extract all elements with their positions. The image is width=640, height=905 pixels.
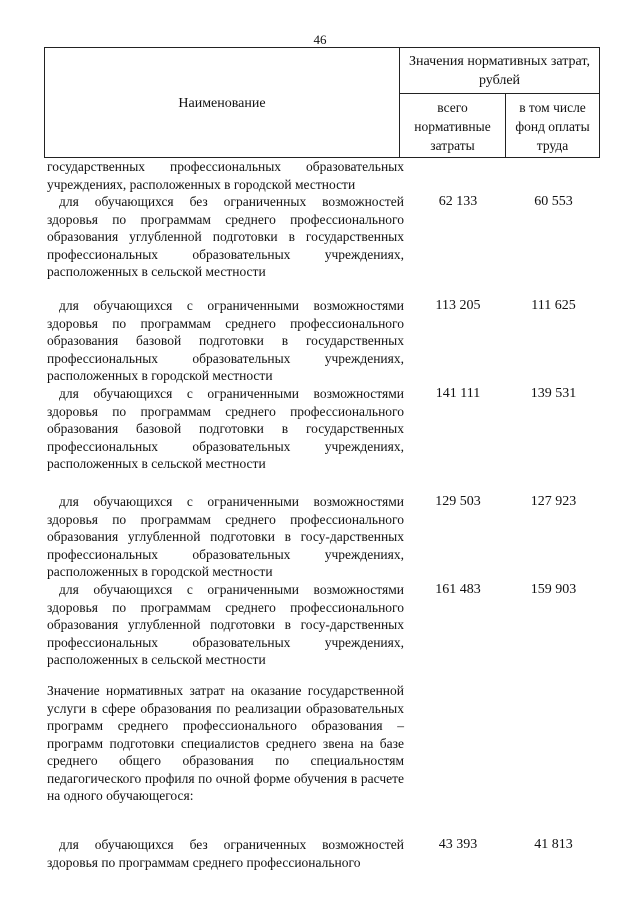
- header-name-column: [44, 47, 400, 158]
- row-description: для обучающихся с ограниченными возможностями здоровья по программам среднего профессионального образования базовой подготовки в государственных профессиональных образовательных учреждениях, расположенных в городской местности: [47, 298, 404, 383]
- row-total-value: 129 503: [435, 494, 481, 509]
- row-description: государственных профессиональных образовательных учреждениях, расположенных в городской местности: [47, 159, 404, 192]
- header-total-label: всего нормативные затраты: [414, 100, 491, 153]
- row-total-value: 62 133: [438, 194, 478, 209]
- row-description: для обучающихся с ограниченными возможностями здоровья по программам среднего профессионального образования базовой подготовки в государственных профессиональных образовательных учреждениях, расположенных в сельской местности: [47, 386, 404, 471]
- header-values-column: [399, 47, 600, 94]
- row-description: для обучающихся с ограниченными возможностями здоровья по программам среднего профессионального образования углубленной подготовки в госу-дарственных профессиональных образовательных учреждениях, расположенных в сельской местности: [47, 582, 404, 667]
- row-total-value: 141 111: [435, 386, 481, 401]
- row-description: для обучающихся с ограниченными возможностями здоровья по программам среднего профессионального образования углубленной подготовки в госу-дарственных профессиональных образовательных учреждениях, расположенных в городской местности: [47, 494, 404, 579]
- row-fund-value: 41 813: [534, 837, 573, 852]
- row-fund-value: 60 553: [534, 194, 573, 209]
- header-fund-label: в том числе фонд оплаты труда: [515, 100, 590, 153]
- row-total-value: 113 205: [435, 298, 481, 313]
- row-total-value: 43 393: [438, 837, 478, 852]
- row-description: для обучающихся без ограниченных возможностей здоровья по программам среднего профессионального образования углубленной подготовки в государственных профессиональных образовательных учреждениях, расположенных в сельской местности: [47, 194, 404, 279]
- row-fund-value: 159 903: [530, 582, 577, 597]
- row-fund-value: 127 923: [530, 494, 577, 509]
- row-fund-value: 111 625: [531, 298, 576, 313]
- page-number: 46: [313, 32, 327, 47]
- row-total-value: 161 483: [435, 582, 481, 597]
- row-description: Значение нормативных затрат на оказание государственной услуги в сфере образования по реализации образовательных программ среднего профессионального образования – программ подготовки специалистов среднего звена на базе среднего общего образования по специальностям педагогического профиля по очной форме обучения в расчете на одного обучающегося:: [47, 683, 404, 803]
- header-total-column: [399, 93, 506, 158]
- row-description: для обучающихся без ограниченных возможностей здоровья по программам среднего профессионального: [47, 837, 404, 870]
- header-fund-column: [505, 93, 600, 158]
- header-name-label: Наименование: [178, 96, 266, 111]
- row-fund-value: 139 531: [530, 386, 577, 401]
- header-values-label: Значения нормативных затрат, рублей: [409, 54, 590, 88]
